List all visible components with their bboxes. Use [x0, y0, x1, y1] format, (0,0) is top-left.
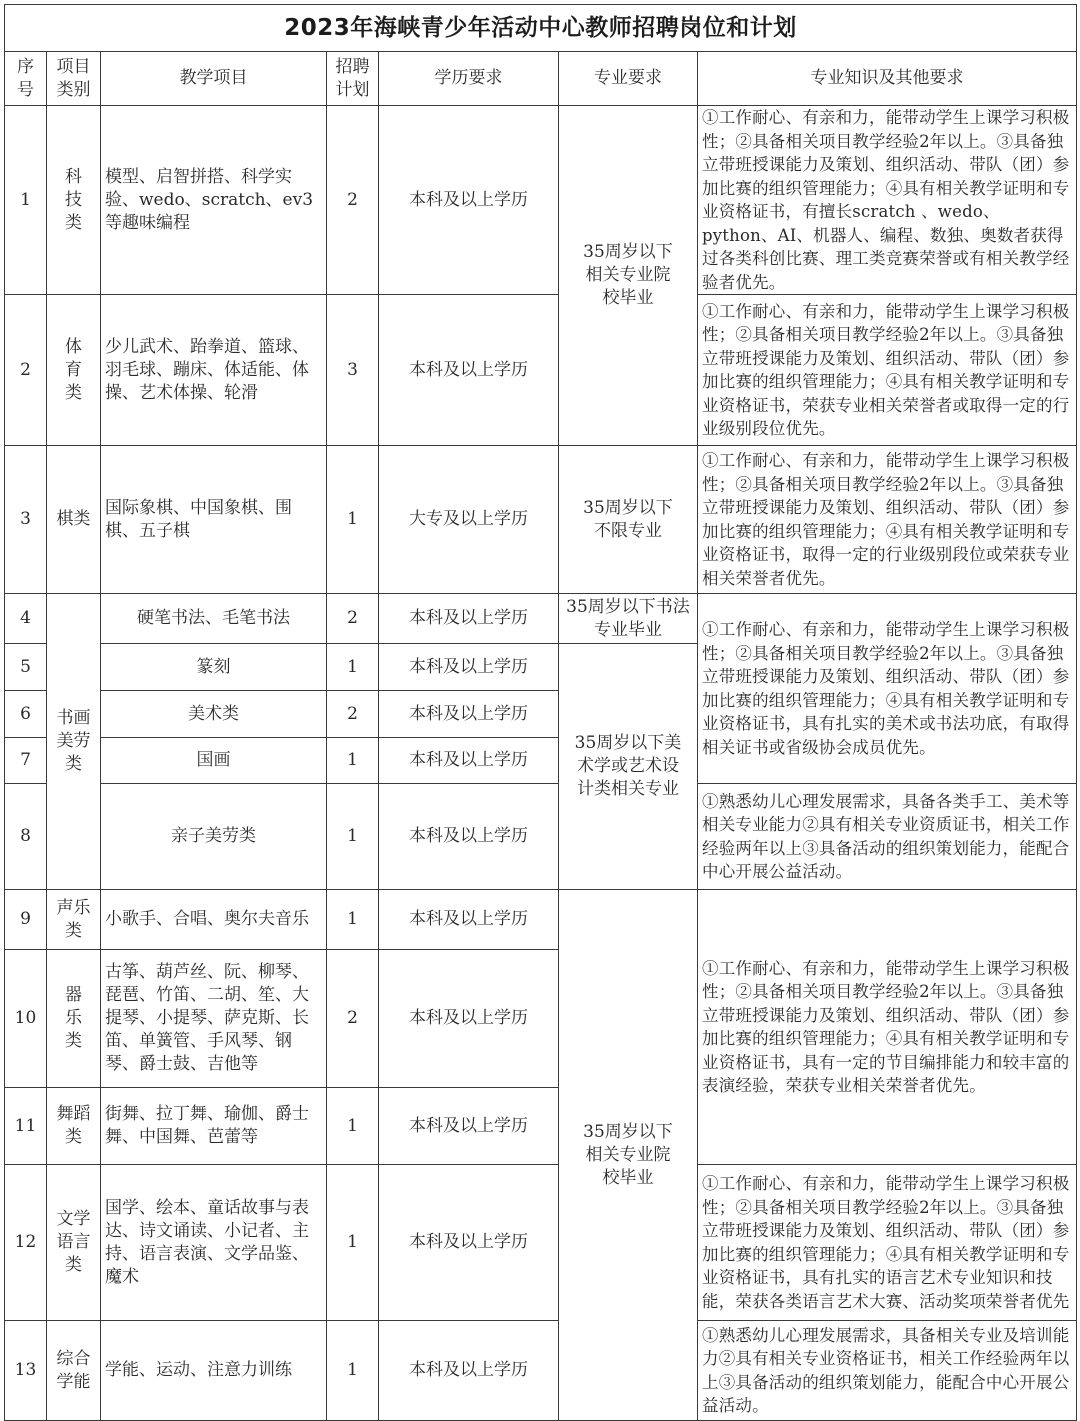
seq-cell: 12: [5, 1165, 47, 1321]
education-cell: 本科及以上学历: [379, 1088, 559, 1165]
plan-cell: 1: [327, 1165, 379, 1321]
category-cell: 舞蹈类: [47, 1088, 101, 1165]
category-cell: 体育类: [47, 295, 101, 446]
seq-cell: 9: [5, 890, 47, 950]
category-cell: 科技类: [47, 106, 101, 295]
plan-cell: 1: [327, 446, 379, 594]
project-cell: 国际象棋、中国象棋、围棋、五子棋: [101, 446, 327, 594]
header-project: 教学项目: [101, 52, 327, 106]
education-cell: 本科及以上学历: [379, 890, 559, 950]
project-cell: 篆刻: [101, 644, 327, 691]
plan-cell: 1: [327, 784, 379, 890]
project-cell: 国学、绘本、童话故事与表达、诗文诵读、小记者、主持、语言表演、文学品鉴、魔术: [101, 1165, 327, 1321]
education-cell: 本科及以上学历: [379, 691, 559, 738]
major-cell: 35周岁以下美术学或艺术设计类相关专业: [559, 644, 698, 890]
major-cell: 35周岁以下相关专业院校毕业: [559, 890, 698, 1421]
education-cell: 本科及以上学历: [379, 1165, 559, 1321]
seq-cell: 4: [5, 594, 47, 644]
requirement-cell: ①熟悉幼儿心理发展需求，具备相关专业及培训能力②具有相关专业资格证书，相关工作经验两年以上③具备活动的组织策划能力，能配合中心开展公益活动。: [698, 1321, 1077, 1421]
seq-cell: 8: [5, 784, 47, 890]
category-cell: 书画美劳类: [47, 594, 101, 890]
seq-cell: 3: [5, 446, 47, 594]
education-cell: 本科及以上学历: [379, 1321, 559, 1421]
seq-cell: 6: [5, 691, 47, 738]
education-cell: 本科及以上学历: [379, 106, 559, 295]
plan-cell: 1: [327, 1088, 379, 1165]
plan-cell: 2: [327, 950, 379, 1088]
seq-cell: 1: [5, 106, 47, 295]
recruitment-document: [4, 4, 1076, 1414]
recruitment-table: [4, 4, 1077, 1421]
education-cell: 本科及以上学历: [379, 295, 559, 446]
plan-cell: 2: [327, 691, 379, 738]
requirement-cell: ①熟悉幼儿心理发展需求，具备各类手工、美术等相关专业能力②具有相关专业资质证书，相关工作经验两年以上③具备活动的组织策划能力，能配合中心开展公益活动。: [698, 784, 1077, 890]
requirement-cell: ①工作耐心、有亲和力，能带动学生上课学习积极性；②具备相关项目教学经验2年以上。③具备独立带班授课能力及策划、组织活动、带队（团）参加比赛的组织管理能力；④具有相关教学证明和专业资格证书，具有扎实的语言艺术专业知识和技能，荣获各类语言艺术大赛、活动奖项荣誉者优先: [698, 1165, 1077, 1321]
header-education: 学历要求: [379, 52, 559, 106]
seq-cell: 10: [5, 950, 47, 1088]
category-cell: 文学语言类: [47, 1165, 101, 1321]
category-cell: 声乐类: [47, 890, 101, 950]
education-cell: 本科及以上学历: [379, 738, 559, 784]
category-cell: 棋类: [47, 446, 101, 594]
table-row: [5, 295, 1077, 446]
table-row: [5, 1165, 1077, 1321]
requirement-cell: ①工作耐心、有亲和力，能带动学生上课学习积极性；②具备相关项目教学经验2年以上。③具备独立带班授课能力及策划、组织活动、带队（团）参加比赛的组织管理能力；④具有相关教学证明和专业资格证书，有擅长scratch 、wedo、python、AI、机器人、编程、数独、奥数者获得过各类科创比赛、理工类竞赛荣誉或有相关教学经验者优先。: [698, 106, 1077, 295]
project-cell: 小歌手、合唱、奥尔夫音乐: [101, 890, 327, 950]
table-row: [5, 106, 1077, 295]
plan-cell: 1: [327, 738, 379, 784]
seq-cell: 5: [5, 644, 47, 691]
project-cell: 国画: [101, 738, 327, 784]
seq-cell: 2: [5, 295, 47, 446]
project-cell: 学能、运动、注意力训练: [101, 1321, 327, 1421]
header-knowledge: 专业知识及其他要求: [698, 52, 1077, 106]
plan-cell: 2: [327, 594, 379, 644]
major-cell: 35周岁以下书法专业毕业: [559, 594, 698, 644]
table-row: [5, 446, 1077, 594]
plan-cell: 3: [327, 295, 379, 446]
table-row: [5, 1321, 1077, 1421]
major-cell: 35周岁以下不限专业: [559, 446, 698, 594]
table-row: [5, 890, 1077, 950]
education-cell: 本科及以上学历: [379, 784, 559, 890]
project-cell: 古筝、葫芦丝、阮、柳琴、琵琶、竹笛、二胡、笙、大提琴、小提琴、萨克斯、长笛、单簧管、手风琴、钢琴、爵士鼓、吉他等: [101, 950, 327, 1088]
header-seq: 序号: [5, 52, 47, 106]
education-cell: 本科及以上学历: [379, 950, 559, 1088]
seq-cell: 13: [5, 1321, 47, 1421]
seq-cell: 7: [5, 738, 47, 784]
seq-cell: 11: [5, 1088, 47, 1165]
plan-cell: 1: [327, 890, 379, 950]
category-cell: 综合学能: [47, 1321, 101, 1421]
education-cell: 大专及以上学历: [379, 446, 559, 594]
project-cell: 硬笔书法、毛笔书法: [101, 594, 327, 644]
requirement-cell: ①工作耐心、有亲和力，能带动学生上课学习积极性；②具备相关项目教学经验2年以上。③具备独立带班授课能力及策划、组织活动、带队（团）参加比赛的组织管理能力；④具有相关教学证明和专业资格证书，荣获专业相关荣誉者或取得一定的行业级别段位优先。: [698, 295, 1077, 446]
plan-cell: 1: [327, 644, 379, 691]
requirement-cell: ①工作耐心、有亲和力，能带动学生上课学习积极性；②具备相关项目教学经验2年以上。③具备独立带班授课能力及策划、组织活动、带队（团）参加比赛的组织管理能力；④具有相关教学证明和专业资格证书，具有一定的节目编排能力和较丰富的表演经验，荣获专业相关荣誉者优先。: [698, 890, 1077, 1165]
requirement-cell: ①工作耐心、有亲和力，能带动学生上课学习积极性；②具备相关项目教学经验2年以上。③具备独立带班授课能力及策划、组织活动、带队（团）参加比赛的组织管理能力；④具有相关教学证明和专业资格证书，具有扎实的美术或书法功底，有取得相关证书或省级协会成员优先。: [698, 594, 1077, 784]
header-category: 项目类别: [47, 52, 101, 106]
project-cell: 少儿武术、跆拳道、篮球、羽毛球、蹦床、体适能、体操、艺术体操、轮滑: [101, 295, 327, 446]
category-cell: 器乐类: [47, 950, 101, 1088]
education-cell: 本科及以上学历: [379, 644, 559, 691]
header-plan: 招聘计划: [327, 52, 379, 106]
project-cell: 街舞、拉丁舞、瑜伽、爵士舞、中国舞、芭蕾等: [101, 1088, 327, 1165]
project-cell: 亲子美劳类: [101, 784, 327, 890]
plan-cell: 2: [327, 106, 379, 295]
project-cell: 美术类: [101, 691, 327, 738]
plan-cell: 1: [327, 1321, 379, 1421]
header-major: 专业要求: [559, 52, 698, 106]
requirement-cell: ①工作耐心、有亲和力，能带动学生上课学习积极性；②具备相关项目教学经验2年以上。③具备独立带班授课能力及策划、组织活动、带队（团）参加比赛的组织管理能力；④具有相关教学证明和专业资格证书，取得一定的行业级别段位或荣获专业相关荣誉者优先。: [698, 446, 1077, 594]
education-cell: 本科及以上学历: [379, 594, 559, 644]
document-title: 2023年海峡青少年活动中心教师招聘岗位和计划: [5, 5, 1077, 52]
project-cell: 模型、启智拼搭、科学实验、wedo、scratch、ev3等趣味编程: [101, 106, 327, 295]
table-row: [5, 784, 1077, 890]
major-cell: 35周岁以下相关专业院校毕业: [559, 106, 698, 446]
table-row: [5, 594, 1077, 644]
